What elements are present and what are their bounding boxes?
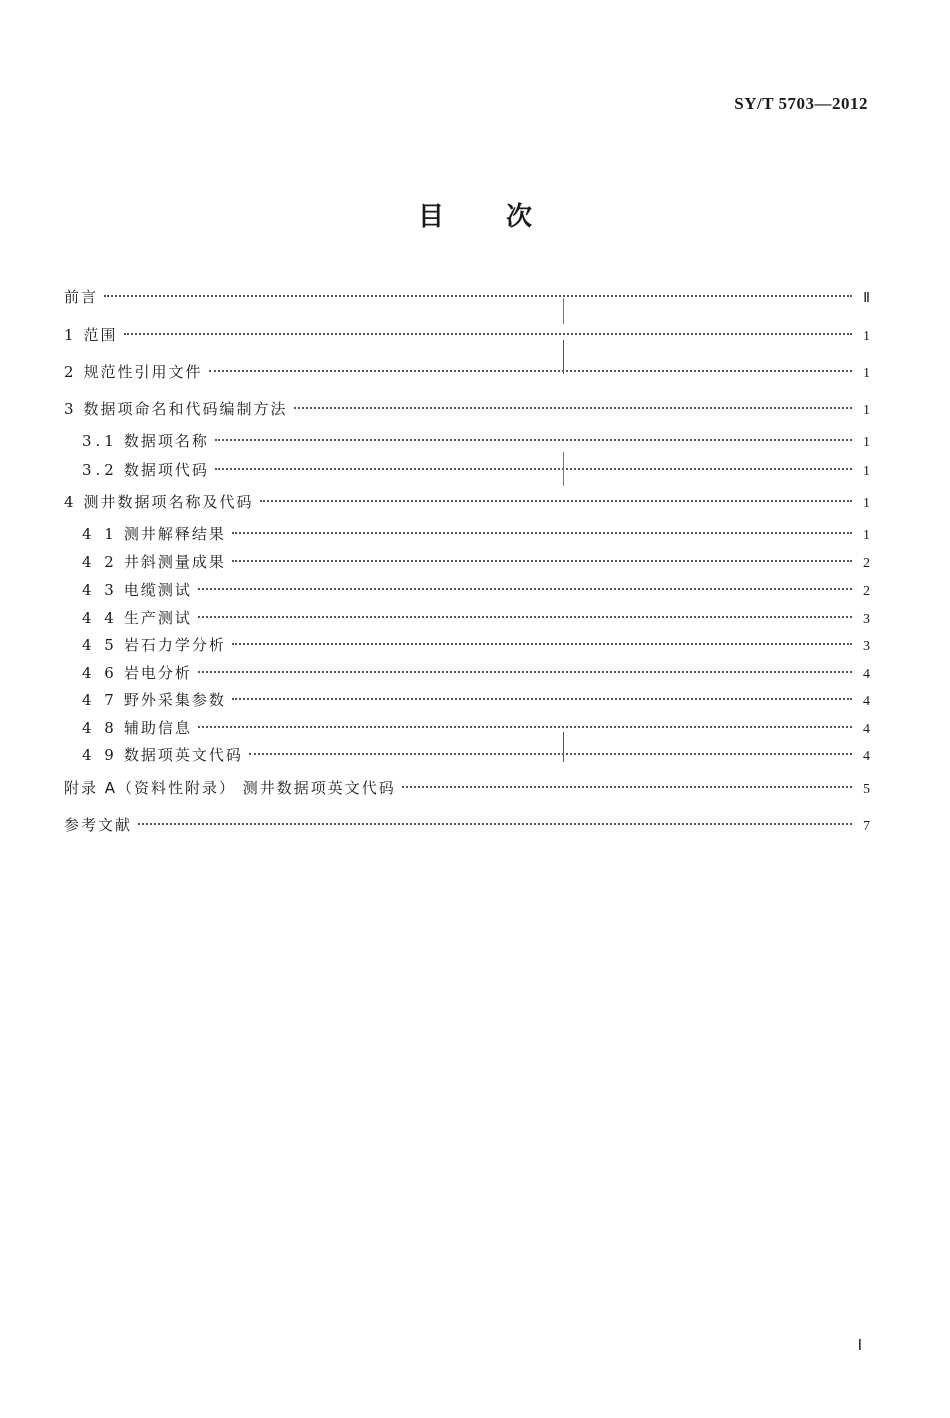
dot-leader [198, 616, 852, 618]
toc-entry-4[interactable] [64, 489, 870, 515]
toc-number: 3 [64, 400, 78, 418]
dot-leader [198, 588, 852, 590]
dot-leader [294, 407, 852, 409]
toc-number: 4 8 [82, 719, 118, 737]
toc-entry-3-2[interactable] [64, 457, 870, 483]
toc-label: 前言 [64, 288, 99, 306]
toc-number: 4 4 [82, 609, 118, 627]
toc-page: 4 [863, 722, 870, 737]
toc-label: 规范性引用文件 [83, 363, 203, 381]
standard-number: SY/T 5703—2012 [734, 94, 868, 113]
dot-leader [215, 439, 852, 441]
toc-page: 2 [863, 584, 870, 599]
toc-entry-appendix-a[interactable] [64, 775, 870, 801]
dot-leader [124, 333, 852, 335]
toc-page: 4 [863, 667, 870, 682]
dot-leader [198, 671, 852, 673]
page-title: 目次 [417, 202, 594, 232]
toc-entry-4-6[interactable] [64, 660, 870, 686]
toc-label: 参考文献 [64, 816, 133, 834]
toc-entry-3[interactable] [64, 396, 870, 422]
toc-entry-4-5[interactable] [64, 632, 870, 658]
toc-number: 4 5 [82, 636, 118, 654]
dot-leader [138, 823, 852, 825]
dot-leader [232, 698, 852, 700]
toc-entry-4-8[interactable] [64, 715, 870, 741]
toc-entry-references[interactable] [64, 812, 870, 838]
toc-entry-2[interactable] [64, 359, 870, 385]
toc-number: 4 6 [82, 664, 118, 682]
dot-leader [198, 726, 852, 728]
toc-page: 2 [863, 556, 870, 571]
toc-label: 野外采集参数 [123, 691, 226, 709]
toc-number: 3.1 [82, 432, 118, 450]
toc-label: 数据项命名和代码编制方法 [83, 400, 288, 418]
scan-fold-mark [563, 298, 564, 324]
toc-label: 数据项英文代码 [123, 746, 243, 764]
dot-leader [209, 370, 852, 372]
toc-page: 1 [863, 329, 870, 344]
toc-entry-4-4[interactable] [64, 605, 870, 631]
toc-page: 1 [863, 464, 870, 479]
dot-leader [232, 532, 852, 534]
toc-page: 1 [863, 403, 870, 418]
toc-number: 2 [64, 363, 78, 381]
toc-label: 岩石力学分析 [123, 636, 226, 654]
toc-number: 4 7 [82, 691, 118, 709]
page-number: Ⅰ [857, 1338, 862, 1354]
toc-entry-4-3[interactable] [64, 577, 870, 603]
scan-fold-mark [563, 340, 564, 374]
toc-entry-4-7[interactable] [64, 687, 870, 713]
toc-page: 5 [863, 782, 870, 797]
toc-page: 1 [863, 366, 870, 381]
dot-leader [260, 500, 852, 502]
toc-number: 1 [64, 326, 78, 344]
dot-leader [232, 560, 852, 562]
toc-label: 数据项名称 [123, 432, 209, 450]
dot-leader [249, 753, 852, 755]
toc-label: 测井解释结果 [123, 525, 226, 543]
toc-page: 1 [863, 496, 870, 511]
dot-leader [215, 468, 852, 470]
toc-label: 井斜测量成果 [123, 553, 226, 571]
toc-label: 范围 [83, 326, 118, 344]
toc-number: 4 [64, 493, 78, 511]
toc-number: 4 3 [82, 581, 118, 599]
toc-page: 7 [863, 819, 870, 834]
toc-label: 电缆测试 [123, 581, 192, 599]
toc-page: 3 [863, 639, 870, 654]
toc-label: 数据项代码 [123, 461, 209, 479]
toc-number: 4 2 [82, 553, 118, 571]
toc-page: 3 [863, 612, 870, 627]
toc-label: 生产测试 [123, 609, 192, 627]
toc-entry-4-9[interactable] [64, 742, 870, 768]
toc-label: 测井数据项名称及代码 [83, 493, 254, 511]
toc-number: 4 1 [82, 525, 118, 543]
toc-label: 附录 A（资料性附录） 测井数据项英文代码 [64, 779, 396, 797]
toc-page: 4 [863, 749, 870, 764]
toc-page: Ⅱ [863, 291, 870, 306]
toc-entry-4-2[interactable] [64, 549, 870, 575]
toc-label: 岩电分析 [123, 664, 192, 682]
toc-number: 4 9 [82, 746, 118, 764]
scan-fold-mark [563, 732, 564, 762]
toc-number: 3.2 [82, 461, 118, 479]
toc-entry-4-1[interactable] [64, 521, 870, 547]
toc-label: 辅助信息 [123, 719, 192, 737]
dot-leader [232, 643, 852, 645]
scan-fold-mark [563, 452, 564, 486]
toc-page: 1 [863, 435, 870, 450]
toc-entry-1[interactable] [64, 322, 870, 348]
dot-leader [104, 295, 852, 297]
toc-entry-foreword[interactable] [64, 284, 870, 310]
dot-leader [402, 786, 852, 788]
toc-entry-3-1[interactable] [64, 428, 870, 454]
toc-page: 4 [863, 694, 870, 709]
toc-page: 1 [863, 528, 870, 543]
